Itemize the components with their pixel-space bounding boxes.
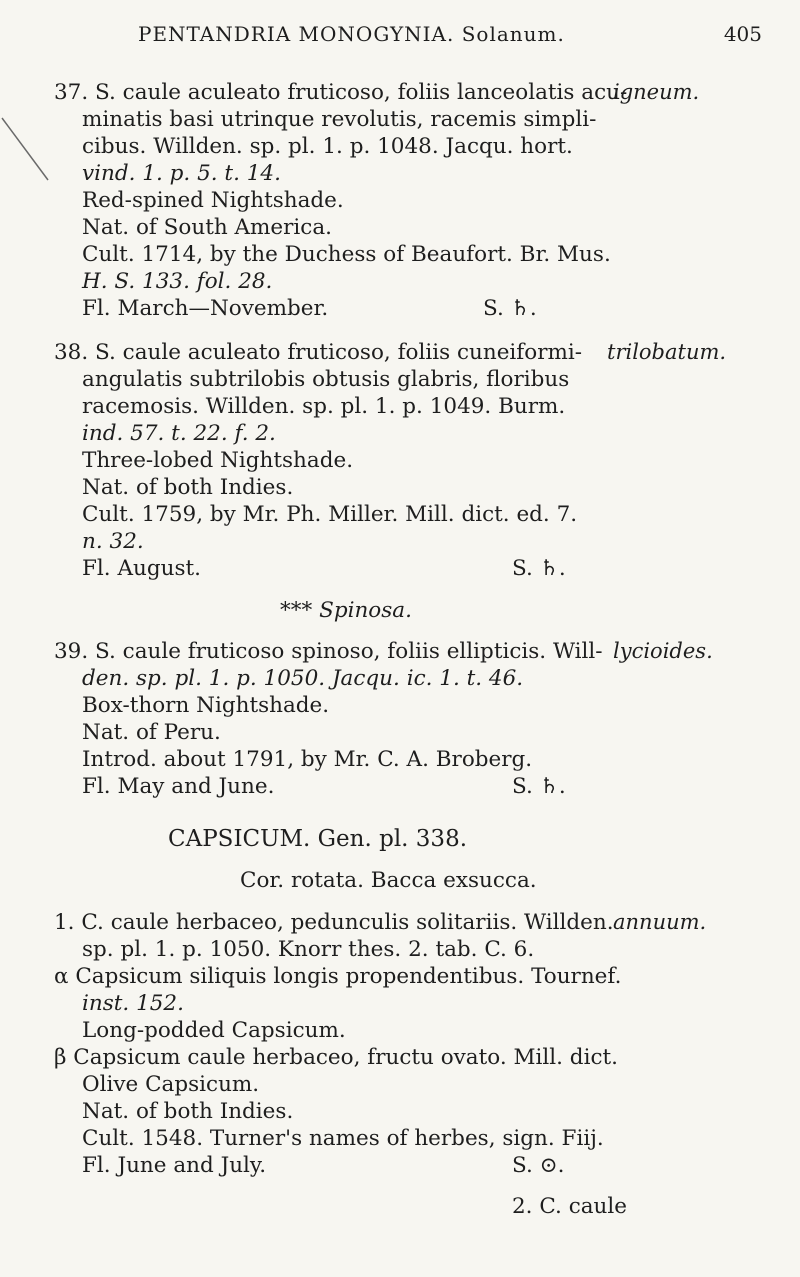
- text-line: Red-spined Nightshade.: [82, 188, 344, 213]
- text-line: 39. S. caule fruticoso spinoso, foliis ellipticis. Will-: [54, 639, 603, 664]
- text-line: sp. pl. 1. p. 1050. Knorr thes. 2. tab. C. 6.: [82, 937, 535, 962]
- text-line: n. 32.: [82, 529, 144, 554]
- text-line: cibus. Willden. sp. pl. 1. p. 1048. Jacqu. hort.: [82, 134, 573, 159]
- species-name: annuum.: [613, 910, 707, 934]
- text-line: Cult. 1548. Turner's names of herbes, sign. Fiij.: [82, 1126, 604, 1151]
- text-line: β Capsicum caule herbaceo, fructu ovato. Mill. dict.: [54, 1045, 618, 1070]
- text-line: ind. 57. t. 22. f. 2.: [82, 421, 276, 446]
- text-line: minatis basi utrinque revolutis, racemis simpli-: [82, 107, 597, 132]
- text-line: Nat. of both Indies.: [82, 1099, 294, 1124]
- text-line: α Capsicum siliquis longis propendentibus. Tournef.: [54, 964, 622, 989]
- text-line: racemosis. Willden. sp. pl. 1. p. 1049. Burm.: [82, 394, 566, 419]
- text-line: Fl. August.: [82, 556, 201, 581]
- genus-character: Cor. rotata. Bacca exsucca.: [240, 868, 537, 893]
- habit-symbol: S. ♄.: [512, 556, 566, 581]
- text-line: Introd. about 1791, by Mr. C. A. Broberg.: [82, 747, 533, 772]
- text-line: Nat. of both Indies.: [82, 475, 294, 500]
- text-line: Fl. June and July.: [82, 1153, 267, 1178]
- text-line: Nat. of South America.: [82, 215, 333, 240]
- text-line: H. S. 133. fol. 28.: [82, 269, 273, 294]
- text-line: Cult. 1714, by the Duchess of Beaufort. Br. Mus.: [82, 242, 611, 267]
- habit-symbol: S. ♄.: [512, 774, 566, 799]
- species-name: igneum.: [613, 80, 700, 104]
- text-line: den. sp. pl. 1. p. 1050. Jacqu. ic. 1. t. 46.: [82, 666, 524, 691]
- page-number: 405: [723, 22, 762, 46]
- running-header: [138, 22, 762, 52]
- margin-pencil-mark: [0, 110, 60, 200]
- text-line: Long-podded Capsicum.: [82, 1018, 346, 1043]
- habit-symbol: S. ⊙.: [512, 1153, 565, 1178]
- section-heading: *** Spinosa.: [280, 598, 412, 623]
- species-name: lycioides.: [613, 639, 713, 663]
- text-line: 38. S. caule aculeato fruticoso, foliis cuneiformi-: [54, 340, 583, 365]
- text-line: angulatis subtrilobis obtusis glabris, floribus: [82, 367, 570, 392]
- header-title: PENTANDRIA MONOGYNIA. Solanum.: [138, 22, 565, 46]
- genus-heading: CAPSICUM. Gen. pl. 338.: [168, 826, 468, 852]
- text-line: Box-thorn Nightshade.: [82, 693, 330, 718]
- text-line: inst. 152.: [82, 991, 184, 1016]
- text-line: vind. 1. p. 5. t. 14.: [82, 161, 281, 186]
- habit-symbol: S. ♄.: [483, 296, 537, 321]
- text-line: Nat. of Peru.: [82, 720, 221, 745]
- catchword: 2. C. caule: [512, 1194, 628, 1219]
- text-line: Cult. 1759, by Mr. Ph. Miller. Mill. dict. ed. 7.: [82, 502, 578, 527]
- text-line: Three-lobed Nightshade.: [82, 448, 354, 473]
- species-name: trilobatum.: [607, 340, 727, 364]
- text-line: 1. C. caule herbaceo, pedunculis solitariis. Willden.: [54, 910, 614, 935]
- text-line: 37. S. caule aculeato fruticoso, foliis lanceolatis acu-: [54, 80, 628, 105]
- text-line: Fl. March—November.: [82, 296, 329, 321]
- text-line: Olive Capsicum.: [82, 1072, 260, 1097]
- text-line: Fl. May and June.: [82, 774, 275, 799]
